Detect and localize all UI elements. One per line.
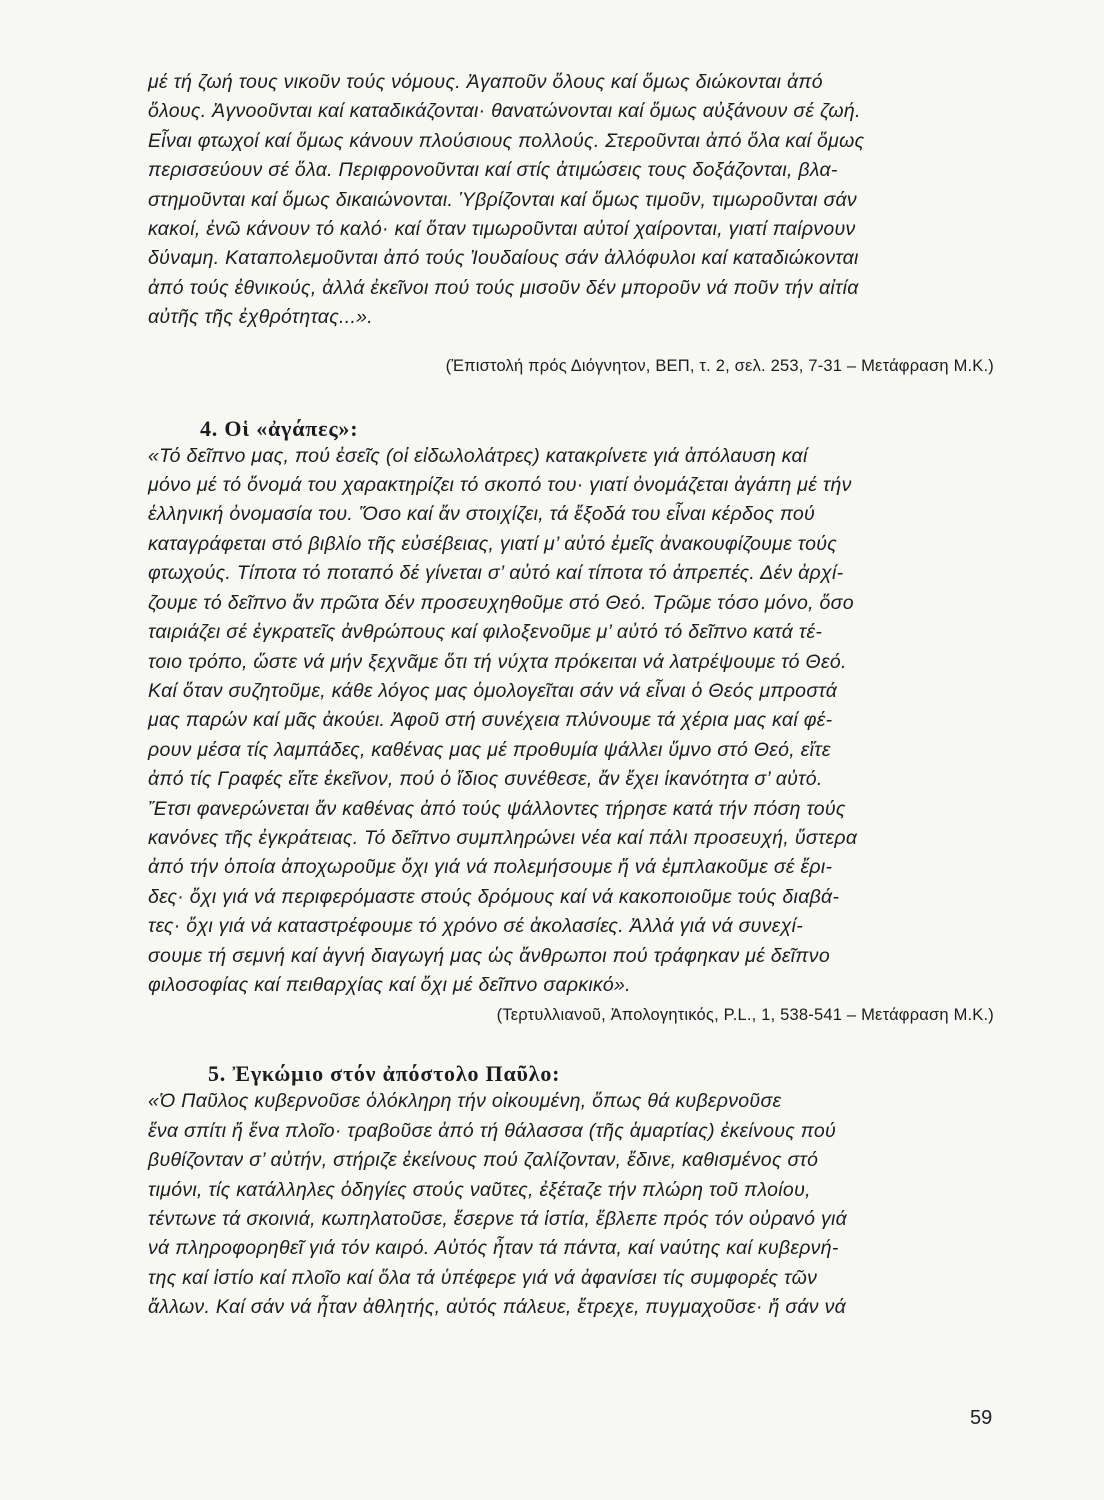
text-line: ἕνα σπίτι ἤ ἕνα πλοῖο· τραβοῦσε ἀπό τή θάλασσα (τῆς ἁμαρτίας) ἐκείνους πού	[148, 1119, 837, 1142]
text-line: φτωχούς. Τίποτα τό ποταπό δέ γίνεται σ’ αὐτό καί τίποτα τό ἀπρεπές. Δέν ἀρχί-	[148, 562, 844, 585]
text-line: ἀπό τήν ὁποία ἀποχωροῦμε ὄχι γιά νά πολεμήσουμε ἤ νά ἐμπλακοῦμε σέ ἔρι-	[148, 856, 833, 879]
text-line: ἑλληνική ὀνομασία του. Ὅσο καί ἄν στοιχίζει, τά ἔξοδά του εἶναι κέρδος πού	[148, 503, 816, 526]
text-line: ἄλλων. Καί σάν νά ἦταν ἀθλητής, αὐτός πάλευε, ἔτρεχε, πυγμαχοῦσε· ἤ σάν νά	[148, 1296, 847, 1319]
text-line: μόνο μέ τό ὄνομά του χαρακτηρίζει τό σκοπό του· γιατί ὀνομάζεται ἀγάπη μέ τήν	[148, 474, 852, 497]
text-line: καταγράφεται στό βιβλίο τῆς εὐσέβειας, γιατί μ’ αὐτό ἐμεῖς ἀνακουφίζουμε τούς	[148, 532, 838, 555]
text-line: ζουμε τό δεῖπνο ἄν πρῶτα δέν προσευχηθοῦμε στό Θεό. Τρῶμε τόσο μόνο, ὅσο	[148, 591, 854, 614]
text-line: «Ὁ Παῦλος κυβερνοῦσε ὁλόκληρη τήν οἰκουμένη, ὅπως θά κυβερνοῦσε	[148, 1090, 782, 1113]
section-4-citation: (Τερτυλλιανοῦ, Ἀπολογητικός, P.L., 1, 538-541 – Μετάφραση Μ.Κ.)	[496, 1006, 994, 1025]
text-line: νά πληροφορηθεῖ γιά τόν καιρό. Αὐτός ἦταν τά πάντα, καί ναύτης καί κυβερνή-	[148, 1237, 839, 1260]
text-line: αὐτῆς τῆς ἐχθρότητας...».	[148, 306, 374, 329]
text-line: τέντωνε τά σκοινιά, κωπηλατοῦσε, ἔσερνε τά ἱστία, ἔβλεπε πρός τόν οὐρανό γιά	[148, 1208, 848, 1230]
section-5-quote-block	[148, 1087, 994, 1322]
section-5-heading: 5. Ἐγκώμιο στόν ἀπόστολο Παῦλο:	[208, 1061, 561, 1087]
text-line: της καί ἱστίο καί πλοῖο καί ὅλα τά ὑπέφερε γιά νά ἀφανίσει τίς συμφορές τῶν	[148, 1266, 818, 1289]
text-line: δύναμη. Καταπολεμοῦνται ἀπό τούς Ἰουδαίους σάν ἀλλόφυλοι καί καταδιώκονται	[148, 247, 859, 270]
text-line: κανόνες τῆς ἐγκράτειας. Τό δεῖπνο συμπληρώνει νέα καί πάλι προσευχή, ὕστερα	[148, 826, 858, 849]
text-line: ὅλους. Ἀγνοοῦνται καί καταδικάζονται· θανατώνονται καί ὅμως αὐξάνουν σέ ζωή.	[148, 100, 861, 123]
text-line: Ἔτσι φανερώνεται ἄν καθένας ἀπό τούς ψάλλοντες τήρησε κατά τήν πόση τούς	[148, 797, 846, 820]
text-line: σουμε τή σεμνή καί ἁγνή διαγωγή μας ὡς ἄνθρωποι πού τράφηκαν μέ δεῖπνο	[148, 944, 830, 967]
text-line: μας παρών καί μᾶς ἀκούει. Ἀφοῦ στή συνέχεια πλύνουμε τά χέρια μας καί φέ-	[148, 709, 833, 732]
section-4-quote-block	[148, 442, 994, 1001]
text-line: Εἶναι φτωχοί καί ὅμως κάνουν πλούσιους πολλούς. Στεροῦνται ἀπό ὅλα καί ὅμως	[148, 129, 865, 152]
text-line: ἀπό τούς ἐθνικούς, ἀλλά ἐκεῖνοι πού τούς μισοῦν δέν μποροῦν νά ποῦν τήν αἰτία	[148, 276, 859, 299]
page-content	[148, 68, 994, 1323]
text-line: στημοῦνται καί ὅμως δικαιώνονται. Ὑβρίζονται καί ὅμως τιμοῦν, τιμωροῦνται σάν	[148, 188, 857, 211]
section-4-heading: 4. Οἱ «ἀγάπες»:	[200, 415, 359, 441]
text-line: ταιριάζει σέ ἐγκρατεῖς ἀνθρώπους καί φιλοξενοῦμε μ’ αὐτό τό δεῖπνο κατά τέ-	[148, 621, 823, 644]
text-line: δες· ὄχι γιά νά περιφερόμαστε στούς δρόμους καί νά κακοποιοῦμε τούς διαβά-	[148, 885, 840, 908]
text-line: μέ τή ζωή τους νικοῦν τούς νόμους. Ἀγαποῦν ὅλους καί ὅμως διώκονται ἀπό	[148, 71, 823, 93]
text-line: περισσεύουν σέ ὅλα. Περιφρονοῦνται καί στίς ἀτιμώσεις τους δοξάζονται, βλα-	[148, 159, 838, 182]
text-line: τες· ὄχι γιά νά καταστρέφουμε τό χρόνο σέ ἀκολασίες. Ἀλλά γιά νά συνεχί-	[148, 915, 803, 938]
text-line: βυθίζονταν σ’ αὐτήν, στήριζε ἐκείνους πού ζαλίζονταν, ἔδινε, καθισμένος στό	[148, 1149, 819, 1172]
text-line: Καί ὅταν συζητοῦμε, κάθε λόγος μας ὁμολογεῖται σάν νά εἶναι ὁ Θεός μπροστά	[148, 679, 838, 702]
text-line: τοιο τρόπο, ὥστε νά μήν ξεχνᾶμε ὅτι τή νύχτα πρόκειται νά λατρέψουμε τό Θεό.	[148, 650, 847, 673]
intro-citation: (Ἐπιστολή πρός Διόγνητον, ΒΕΠ, τ. 2, σελ. 253, 7-31 – Μετάφραση Μ.Κ.)	[445, 356, 994, 375]
text-line: ρουν μέσα τίς λαμπάδες, καθένας μας μέ προθυμία ψάλλει ὕμνο στό Θεό, εἴτε	[148, 738, 831, 761]
text-line: ἀπό τίς Γραφές εἴτε ἐκεῖνον, πού ὁ ἴδιος συνέθεσε, ἄν ἔχει ἱκανότητα σ’ αὐτό.	[148, 768, 823, 791]
page-number: 59	[970, 1407, 993, 1429]
text-line: κακοί, ἐνῶ κάνουν τό καλό· καί ὅταν τιμωροῦνται αὐτοί χαίρονται, γιατί παίρνουν	[148, 218, 856, 241]
text-line: «Τό δεῖπνο μας, πού ἐσεῖς (οἱ εἰδωλολάτρες) κατακρίνετε γιά ἀπόλαυση καί	[148, 444, 808, 467]
text-line: φιλοσοφίας καί πειθαρχίας καί ὄχι μέ δεῖπνο σαρκικό».	[148, 973, 631, 996]
text-line: τιμόνι, τίς κατάλληλες ὁδηγίες στούς ναῦτες, ἐξέταζε τήν πλώρη τοῦ πλοίου,	[148, 1178, 811, 1201]
intro-quote-block	[148, 68, 994, 333]
